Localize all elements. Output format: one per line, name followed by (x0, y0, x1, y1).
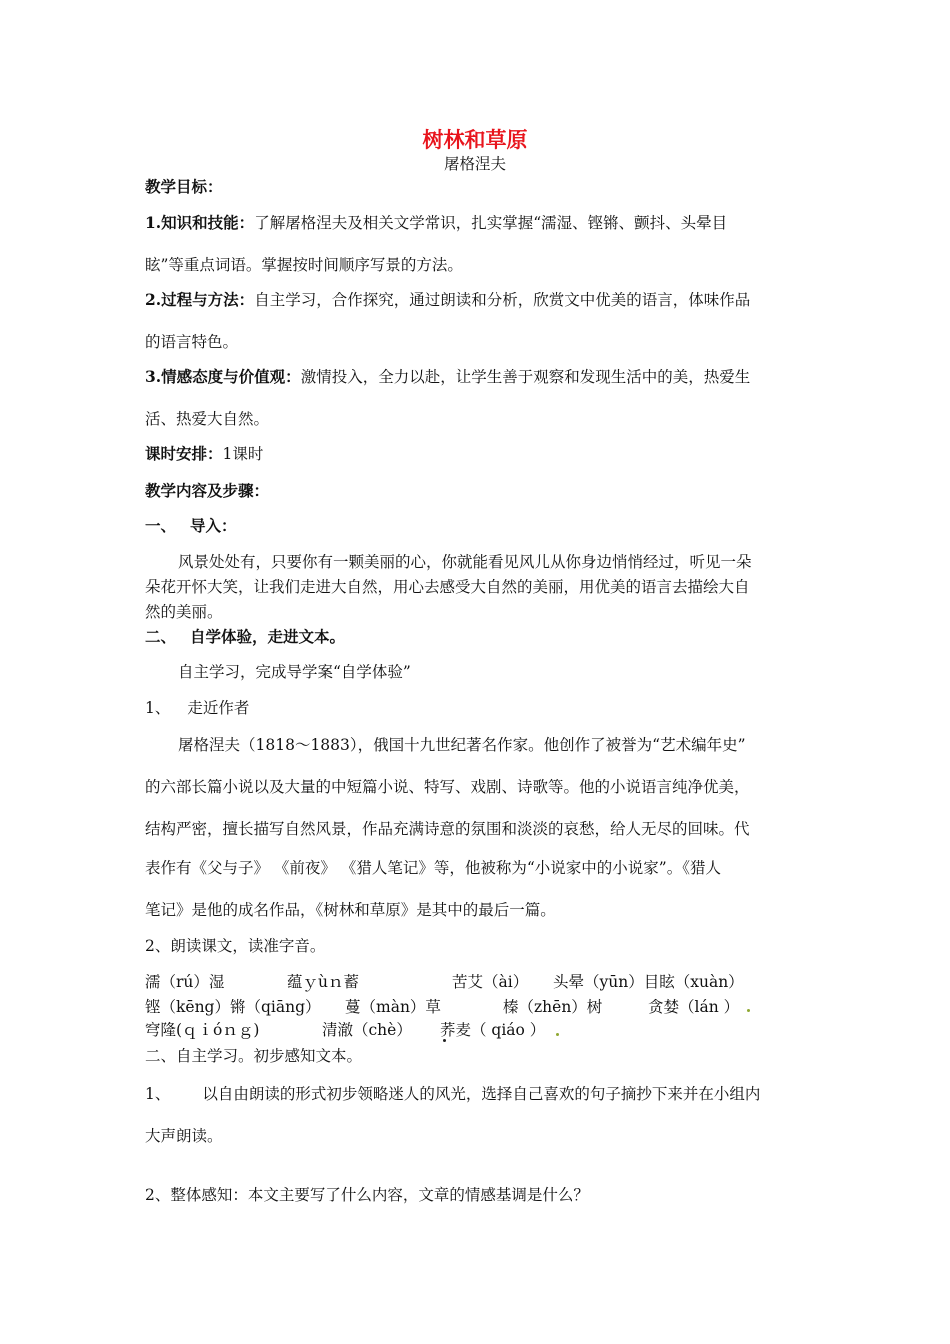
doc-author: 屠格涅夫 (443, 155, 506, 173)
question-1-cont: 大声朗读。 (145, 1127, 223, 1145)
section-3-heading: 二、自主学习。初步感知文本。 (145, 1047, 363, 1065)
goals-heading: 教学目标： (145, 177, 223, 196)
section-1-num: 一、 (145, 516, 177, 535)
bio-line-3: 结构严密，擅长描写自然风景，作品充满诗意的氛围和淡淡的哀愁，给人无尽的回味。代 (145, 820, 750, 838)
section-1-heading (145, 516, 237, 536)
marker-dot (747, 1009, 750, 1012)
vocab-item: 贪婪（lán ） (648, 998, 740, 1016)
vocab-item: 清澈（chè） (322, 1021, 412, 1039)
intro-line-1: 风景处处有，只要你有一颗美丽的心，你就能看见风儿从你身边悄悄经过，听见一朵 (178, 553, 752, 571)
vocab-item: 蔓（màn）草 (345, 998, 441, 1016)
self-study-line: 自主学习，完成导学案“自学体验” (178, 663, 411, 681)
section-2-num: 二、 (145, 627, 177, 646)
schedule-label: 课时安排： (145, 444, 223, 463)
vocab-item: 穹隆(ｑｉóｎｇ) (145, 1021, 260, 1039)
marker-dot (443, 1039, 446, 1042)
goal-2-label: 2.过程与方法： (145, 290, 255, 309)
vocab-item: 濡（rú）湿 (145, 973, 225, 991)
goal-1 (145, 213, 727, 233)
item-1 (145, 698, 249, 718)
goal-3-cont: 活、热爱大自然。 (145, 410, 270, 428)
question-1-text: 以自由朗读的形式初步领略迷人的风光，选择自己喜欢的句子摘抄下来并在小组内 (202, 1085, 761, 1103)
item-2: 2、朗读课文，读准字音。 (145, 937, 326, 955)
goal-1-text: 了解屠格涅夫及相关文学常识，扎实掌握“濡湿、铿锵、颤抖、头晕目 (254, 214, 728, 232)
steps-heading: 教学内容及步骤： (145, 481, 270, 500)
intro-line-2: 朵花开怀大笑，让我们走进大自然，用心去感受大自然的美丽，用优美的语言去描绘大自 (145, 578, 750, 596)
item-1-num: 1、 (145, 699, 171, 717)
schedule (145, 444, 263, 464)
vocab-item: 榛（zhēn）树 (503, 998, 603, 1016)
section-2-title: 自学体验，走进文本。 (190, 627, 346, 646)
vocab-item: 荞麦（ qiáo ） (440, 1021, 546, 1039)
item-1-text: 走近作者 (187, 699, 250, 717)
bio-line-1: 屠格涅夫（1818～1883），俄国十九世纪著名作家。他创作了被誉为“艺术编年史” (178, 736, 746, 754)
goal-2 (145, 290, 750, 310)
goal-2-text: 自主学习，合作探究，通过朗读和分析，欣赏文中优美的语言，体味作品 (254, 291, 751, 309)
section-1-title: 导入： (190, 516, 237, 535)
intro-line-3: 然的美丽。 (145, 603, 223, 621)
vocab-item: 铿（kēng）锵（qiāng） (145, 998, 321, 1016)
goal-3-text: 激情投入，全力以赴，让学生善于观察和发现生活中的美，热爱生 (300, 368, 751, 386)
question-1-num: 1、 (145, 1085, 171, 1103)
goal-2-cont: 的语言特色。 (145, 333, 239, 351)
doc-title: 树林和草原 (422, 128, 528, 152)
bio-line-5: 笔记》是他的成名作品，《树林和草原》是其中的最后一篇。 (145, 901, 556, 919)
section-2-heading (145, 627, 345, 647)
bio-line-2: 的六部长篇小说以及大量的中短篇小说、特写、戏剧、诗歌等。他的小说语言纯净优美， (145, 778, 750, 796)
marker-dot (556, 1033, 559, 1036)
goal-3 (145, 367, 750, 387)
vocab-item: 蕴ｙùｎ蓄 (287, 973, 359, 991)
vocab-item: 头晕（yūn）目眩（xuàn） (553, 973, 744, 991)
schedule-value: 1课时 (222, 445, 264, 463)
question-1 (145, 1084, 760, 1104)
goal-3-label: 3.情感态度与价值观： (145, 367, 301, 386)
vocab-item: 苦艾（ài） (452, 973, 529, 991)
question-2: 2、整体感知：本文主要写了什么内容，文章的情感基调是什么？ (145, 1186, 589, 1204)
bio-line-4: 表作有《父与子》 《前夜》 《猎人笔记》等，他被称为“小说家中的小说家”。《猎人 (145, 859, 721, 877)
goal-1-cont: 眩”等重点词语。掌握按时间顺序写景的方法。 (145, 256, 463, 274)
goal-1-label: 1.知识和技能： (145, 213, 255, 232)
